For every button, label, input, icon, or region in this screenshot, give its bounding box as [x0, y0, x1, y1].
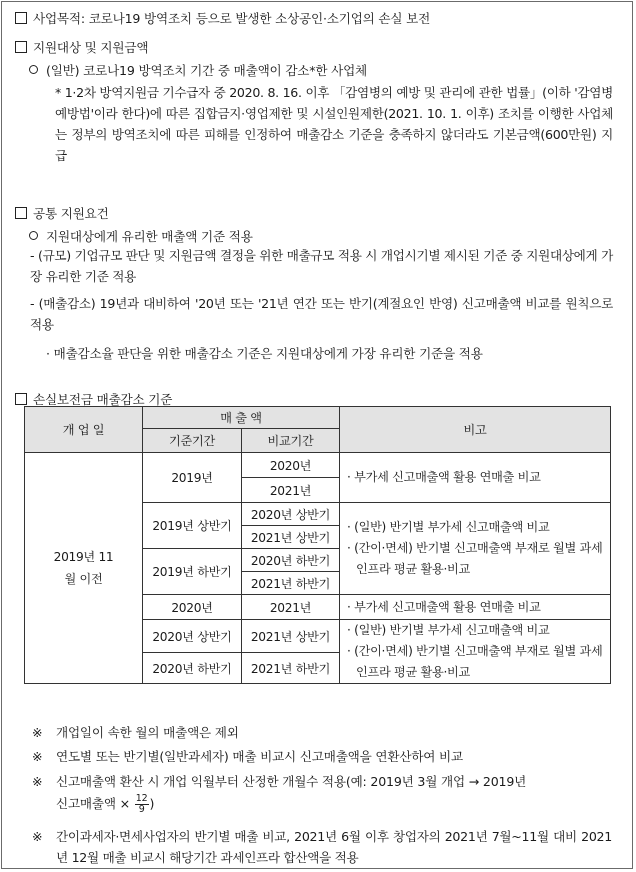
purpose-text: 사업목적: 코로나19 방역조치 등으로 발생한 소상공인·소기업의 손실 보전	[33, 11, 431, 26]
square-bullet-icon	[15, 393, 27, 405]
reference-mark: ※	[32, 749, 43, 764]
cell-comp-2021-h1: 2021년 상반기	[242, 526, 340, 549]
common-heading: 공통 지원요건	[33, 206, 109, 221]
sales-criteria-table	[24, 406, 611, 684]
square-bullet-icon	[15, 12, 27, 24]
note-half-simple-2: · (간이·면세) 반기별 신고매출액 부재로 월별 과세인프라 평균 활용·비교	[347, 644, 603, 679]
cell-base-2019-h2: 2019년 하반기	[143, 549, 242, 595]
purpose-line	[15, 8, 430, 27]
fraction-numerator: 12	[135, 793, 148, 804]
footnote-3-cont: 신고매출액 × $\frac{12}{9}$ )	[56, 793, 155, 815]
header-open-date: 개 업 일	[25, 407, 143, 453]
cell-base-2019: 2019년	[143, 453, 242, 503]
footnote-2	[32, 746, 463, 765]
cell-comp-2020-h1: 2020년 상반기	[242, 503, 340, 526]
cell-note-annual-1: · 부가세 신고매출액 활용 연매출 비교	[340, 453, 611, 503]
common-item-line	[29, 226, 253, 245]
cell-comp-2021-h2: 2021년 하반기	[242, 572, 340, 595]
common-dash2: - (매출감소) 19년과 대비하여 '20년 또는 '21년 연간 또는 반기(계절요인 반영) 신고매출액 비교를 원칙으로 적용	[30, 296, 613, 332]
loss-heading: 손실보전금 매출감소 기준	[33, 392, 173, 407]
common-dash1: - (규모) 기업규모 판단 및 지원금액 결정을 위한 매출규모 적용 시 개업시기별 제시된 기준 중 지원대상에게 가장 유리한 기준 적용	[30, 248, 613, 284]
footnote-1	[32, 722, 239, 741]
cell-open-date: 2019년 11월 이전	[25, 453, 143, 684]
cell-base-2019-h1: 2019년 상반기	[143, 503, 242, 549]
support-heading-line	[15, 37, 148, 56]
footnote-4-text: 간이과세자·면세사업자의 반기별 매출 비교, 2021년 6월 이후 창업자의 2021년 7월~11월 대비 2021년 12월 매출 비교시 해당기간 과세인프라 합산액을 적용	[56, 829, 612, 865]
cell-comp-2020: 2020년	[242, 453, 340, 478]
cell-base-2020-h1: 2020년 상반기	[143, 620, 242, 653]
reference-mark: ※	[32, 829, 43, 844]
header-base-period: 기준기간	[143, 429, 242, 453]
cell-comp-2021-b: 2021년	[242, 595, 340, 620]
footnote-3-text: 신고매출액 환산 시 개업 익월부터 산정한 개월수 적용(예: 2019년 3월 개업 → 2019년	[56, 774, 527, 789]
square-bullet-icon	[15, 207, 27, 219]
support-heading: 지원대상 및 지원금액	[33, 40, 149, 55]
footnote-2-text: 연도별 또는 반기별(일반과세자) 매출 비교시 신고매출액을 연환산하여 비교	[56, 749, 463, 764]
footnote-4-mark-line	[32, 829, 56, 844]
circle-bullet-icon	[29, 65, 38, 74]
cell-base-2020: 2020년	[143, 595, 242, 620]
fraction	[135, 794, 149, 815]
fraction-denominator: 9	[138, 804, 145, 815]
square-bullet-icon	[15, 41, 27, 53]
note-half-simple: · (간이·면세) 반기별 신고매출액 부재로 월별 과세인프라 평균 활용·비교	[347, 541, 603, 576]
document-page	[1, 1, 633, 869]
common-dot: · 매출감소율 판단을 위한 매출감소 기준은 지원대상에게 가장 유리한 기준을 적용	[46, 346, 483, 361]
header-note: 비고	[340, 407, 611, 453]
cell-comp-2021: 2021년	[242, 478, 340, 503]
circle-bullet-icon	[29, 231, 38, 240]
footnote-1-text: 개업일이 속한 월의 매출액은 제외	[56, 725, 239, 740]
cell-note-annual-2: · 부가세 신고매출액 활용 연매출 비교	[340, 595, 611, 620]
cell-note-half-1	[340, 503, 611, 595]
footnote-3	[32, 771, 526, 790]
cell-base-2020-h2: 2020년 하반기	[143, 653, 242, 684]
header-compare-period: 비교기간	[242, 429, 340, 453]
cell-comp-2020-h2: 2020년 하반기	[242, 549, 340, 572]
cell-note-half-2	[340, 620, 611, 684]
common-heading-line	[15, 203, 109, 222]
support-note: * 1·2차 방역지원금 기수급자 중 2020. 8. 16. 이후 「감염병의 예방 및 관리에 관한 법률」(이하 '감염병예방법'이라 한다)에 따른 집합금지·영업제한 및 시설인원제한(2021. 10. 1. 이후) 조치를 이행한 사업체는 정부의 방역조치에 따른 피해를 인정하여 매출감소 기준을 충족하지 않더라도 기본금액(600만원) 지급	[55, 85, 613, 163]
header-sales: 매 출 액	[143, 407, 340, 429]
note-half-general-2: · (일반) 반기별 부가세 신고매출액 비교	[347, 623, 550, 637]
footnote-3-cont-text: 신고매출액 ×	[56, 796, 130, 811]
reference-mark: ※	[32, 725, 43, 740]
note-half-general: · (일반) 반기별 부가세 신고매출액 비교	[347, 520, 550, 534]
common-item: 지원대상에게 유리한 매출액 기준 적용	[46, 229, 253, 244]
cell-comp-2021-h1-b: 2021년 상반기	[242, 620, 340, 653]
support-item-line	[29, 60, 367, 79]
reference-mark: ※	[32, 774, 43, 789]
support-item: (일반) 코로나19 방역조치 기간 중 매출액이 감소*한 사업체	[46, 63, 368, 78]
cell-comp-2021-h2-b: 2021년 하반기	[242, 653, 340, 684]
